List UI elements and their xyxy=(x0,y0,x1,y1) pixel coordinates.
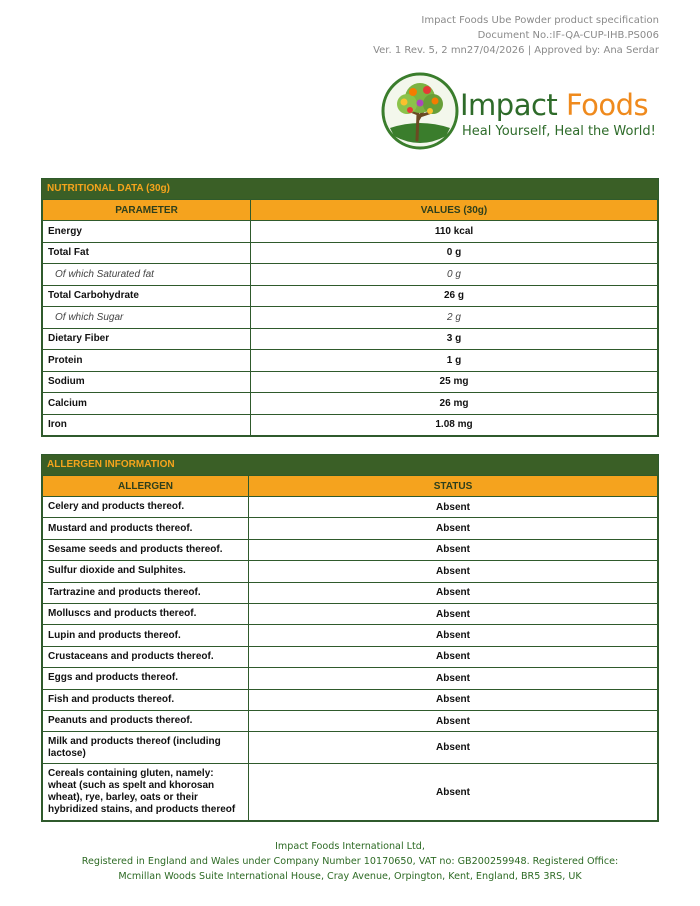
col-parameter: PARAMETER xyxy=(43,200,251,221)
allergen-row-celery xyxy=(43,497,658,518)
tree-icon xyxy=(380,70,460,152)
brand-name xyxy=(460,88,648,122)
allergen-table xyxy=(41,454,659,822)
spec-title: Impact Foods Ube Powder product specification xyxy=(421,15,659,26)
row-status: Absent xyxy=(249,582,658,603)
brand-name-foods: Foods xyxy=(566,88,649,122)
row-status: Absent xyxy=(249,646,658,667)
row-status: Absent xyxy=(249,497,658,518)
footer-company-name: Impact Foods International Ltd, xyxy=(275,841,425,852)
row-label: Cereals containing gluten, namely: wheat (such as spelt and khorosan wheat), rye, barley, oats or their hybridized stains, and products thereof xyxy=(43,764,249,821)
row-label: Total Carbohydrate xyxy=(43,285,251,307)
nutrition-table-title: NUTRITIONAL DATA (30g) xyxy=(42,179,658,199)
row-label: Protein xyxy=(43,350,251,372)
row-value: 25 mg xyxy=(251,371,658,393)
row-value: 0 g xyxy=(251,264,658,286)
row-status: Absent xyxy=(249,764,658,821)
allergen-row-peanuts xyxy=(43,710,658,731)
row-label: Sulfur dioxide and Sulphites. xyxy=(43,561,249,582)
allergen-row-sulfur-dioxide xyxy=(43,561,658,582)
row-label: Mustard and products thereof. xyxy=(43,518,249,539)
row-status: Absent xyxy=(249,603,658,624)
row-status: Absent xyxy=(249,732,658,764)
row-label: Crustaceans and products thereof. xyxy=(43,646,249,667)
nutrition-row-total-carbohydrate xyxy=(43,285,658,307)
allergen-row-eggs xyxy=(43,668,658,689)
nutrition-row-total-fat xyxy=(43,242,658,264)
allergen-row-cereals-gluten xyxy=(43,764,658,821)
row-label: Celery and products thereof. xyxy=(43,497,249,518)
row-status: Absent xyxy=(249,518,658,539)
row-label: Molluscs and products thereof. xyxy=(43,603,249,624)
row-label: Peanuts and products thereof. xyxy=(43,710,249,731)
brand-tagline: Heal Yourself, Heal the World! xyxy=(462,124,656,139)
row-value: 0 g xyxy=(251,242,658,264)
row-label: Tartrazine and products thereof. xyxy=(43,582,249,603)
row-label: Milk and products thereof (including lactose) xyxy=(43,732,249,764)
allergen-row-crustaceans xyxy=(43,646,658,667)
row-value: 1.08 mg xyxy=(251,414,658,436)
nutrition-header-row xyxy=(43,200,658,221)
row-status: Absent xyxy=(249,539,658,560)
company-footer xyxy=(0,839,700,884)
nutrition-row-protein xyxy=(43,350,658,372)
footer-address: Mcmillan Woods Suite International House, Cray Avenue, Orpington, Kent, England, BR5 3RS, UK xyxy=(118,871,582,882)
row-label: Of which Sugar xyxy=(43,307,251,329)
nutrition-row-calcium xyxy=(43,393,658,415)
row-label: Dietary Fiber xyxy=(43,328,251,350)
row-status: Absent xyxy=(249,710,658,731)
version-approval: Ver. 1 Rev. 5, 2 mn27/04/2026 | Approved by: Ana Serdar xyxy=(373,45,659,56)
row-label: Sodium xyxy=(43,371,251,393)
allergen-row-lupin xyxy=(43,625,658,646)
allergen-row-fish xyxy=(43,689,658,710)
row-label: Total Fat xyxy=(43,242,251,264)
allergen-row-mustard xyxy=(43,518,658,539)
footer-registration: Registered in England and Wales under Company Number 10170650, VAT no: GB200259948. Registered Office: xyxy=(81,856,619,867)
allergen-row-molluscs xyxy=(43,603,658,624)
nutrition-row-saturated-fat xyxy=(43,264,658,286)
row-label: Sesame seeds and products thereof. xyxy=(43,539,249,560)
row-label: Fish and products thereof. xyxy=(43,689,249,710)
row-value: 1 g xyxy=(251,350,658,372)
nutrition-row-sugar xyxy=(43,307,658,329)
row-status: Absent xyxy=(249,625,658,646)
row-value: 26 mg xyxy=(251,393,658,415)
document-header xyxy=(373,13,659,58)
row-label: Lupin and products thereof. xyxy=(43,625,249,646)
allergen-header-row xyxy=(43,476,658,497)
row-value: 2 g xyxy=(251,307,658,329)
col-allergen: ALLERGEN xyxy=(43,476,249,497)
nutrition-row-energy xyxy=(43,221,658,243)
row-status: Absent xyxy=(249,561,658,582)
row-status: Absent xyxy=(249,689,658,710)
document-number: Document No.:IF-QA-CUP-IHB.PS006 xyxy=(477,30,659,41)
allergen-row-milk xyxy=(43,732,658,764)
row-label: Iron xyxy=(43,414,251,436)
row-status: Absent xyxy=(249,668,658,689)
row-label: Of which Saturated fat xyxy=(43,264,251,286)
row-label: Eggs and products thereof. xyxy=(43,668,249,689)
col-values: VALUES (30g) xyxy=(251,200,658,221)
brand-name-impact: Impact xyxy=(460,88,558,122)
company-logo xyxy=(380,70,670,152)
row-value: 26 g xyxy=(251,285,658,307)
nutrition-table xyxy=(41,178,659,437)
row-label: Calcium xyxy=(43,393,251,415)
row-label: Energy xyxy=(43,221,251,243)
allergen-table-title: ALLERGEN INFORMATION xyxy=(42,455,658,475)
allergen-row-sesame xyxy=(43,539,658,560)
nutrition-row-sodium xyxy=(43,371,658,393)
nutrition-row-dietary-fiber xyxy=(43,328,658,350)
col-status: STATUS xyxy=(249,476,658,497)
row-value: 110 kcal xyxy=(251,221,658,243)
nutrition-row-iron xyxy=(43,414,658,436)
row-value: 3 g xyxy=(251,328,658,350)
allergen-row-tartrazine xyxy=(43,582,658,603)
